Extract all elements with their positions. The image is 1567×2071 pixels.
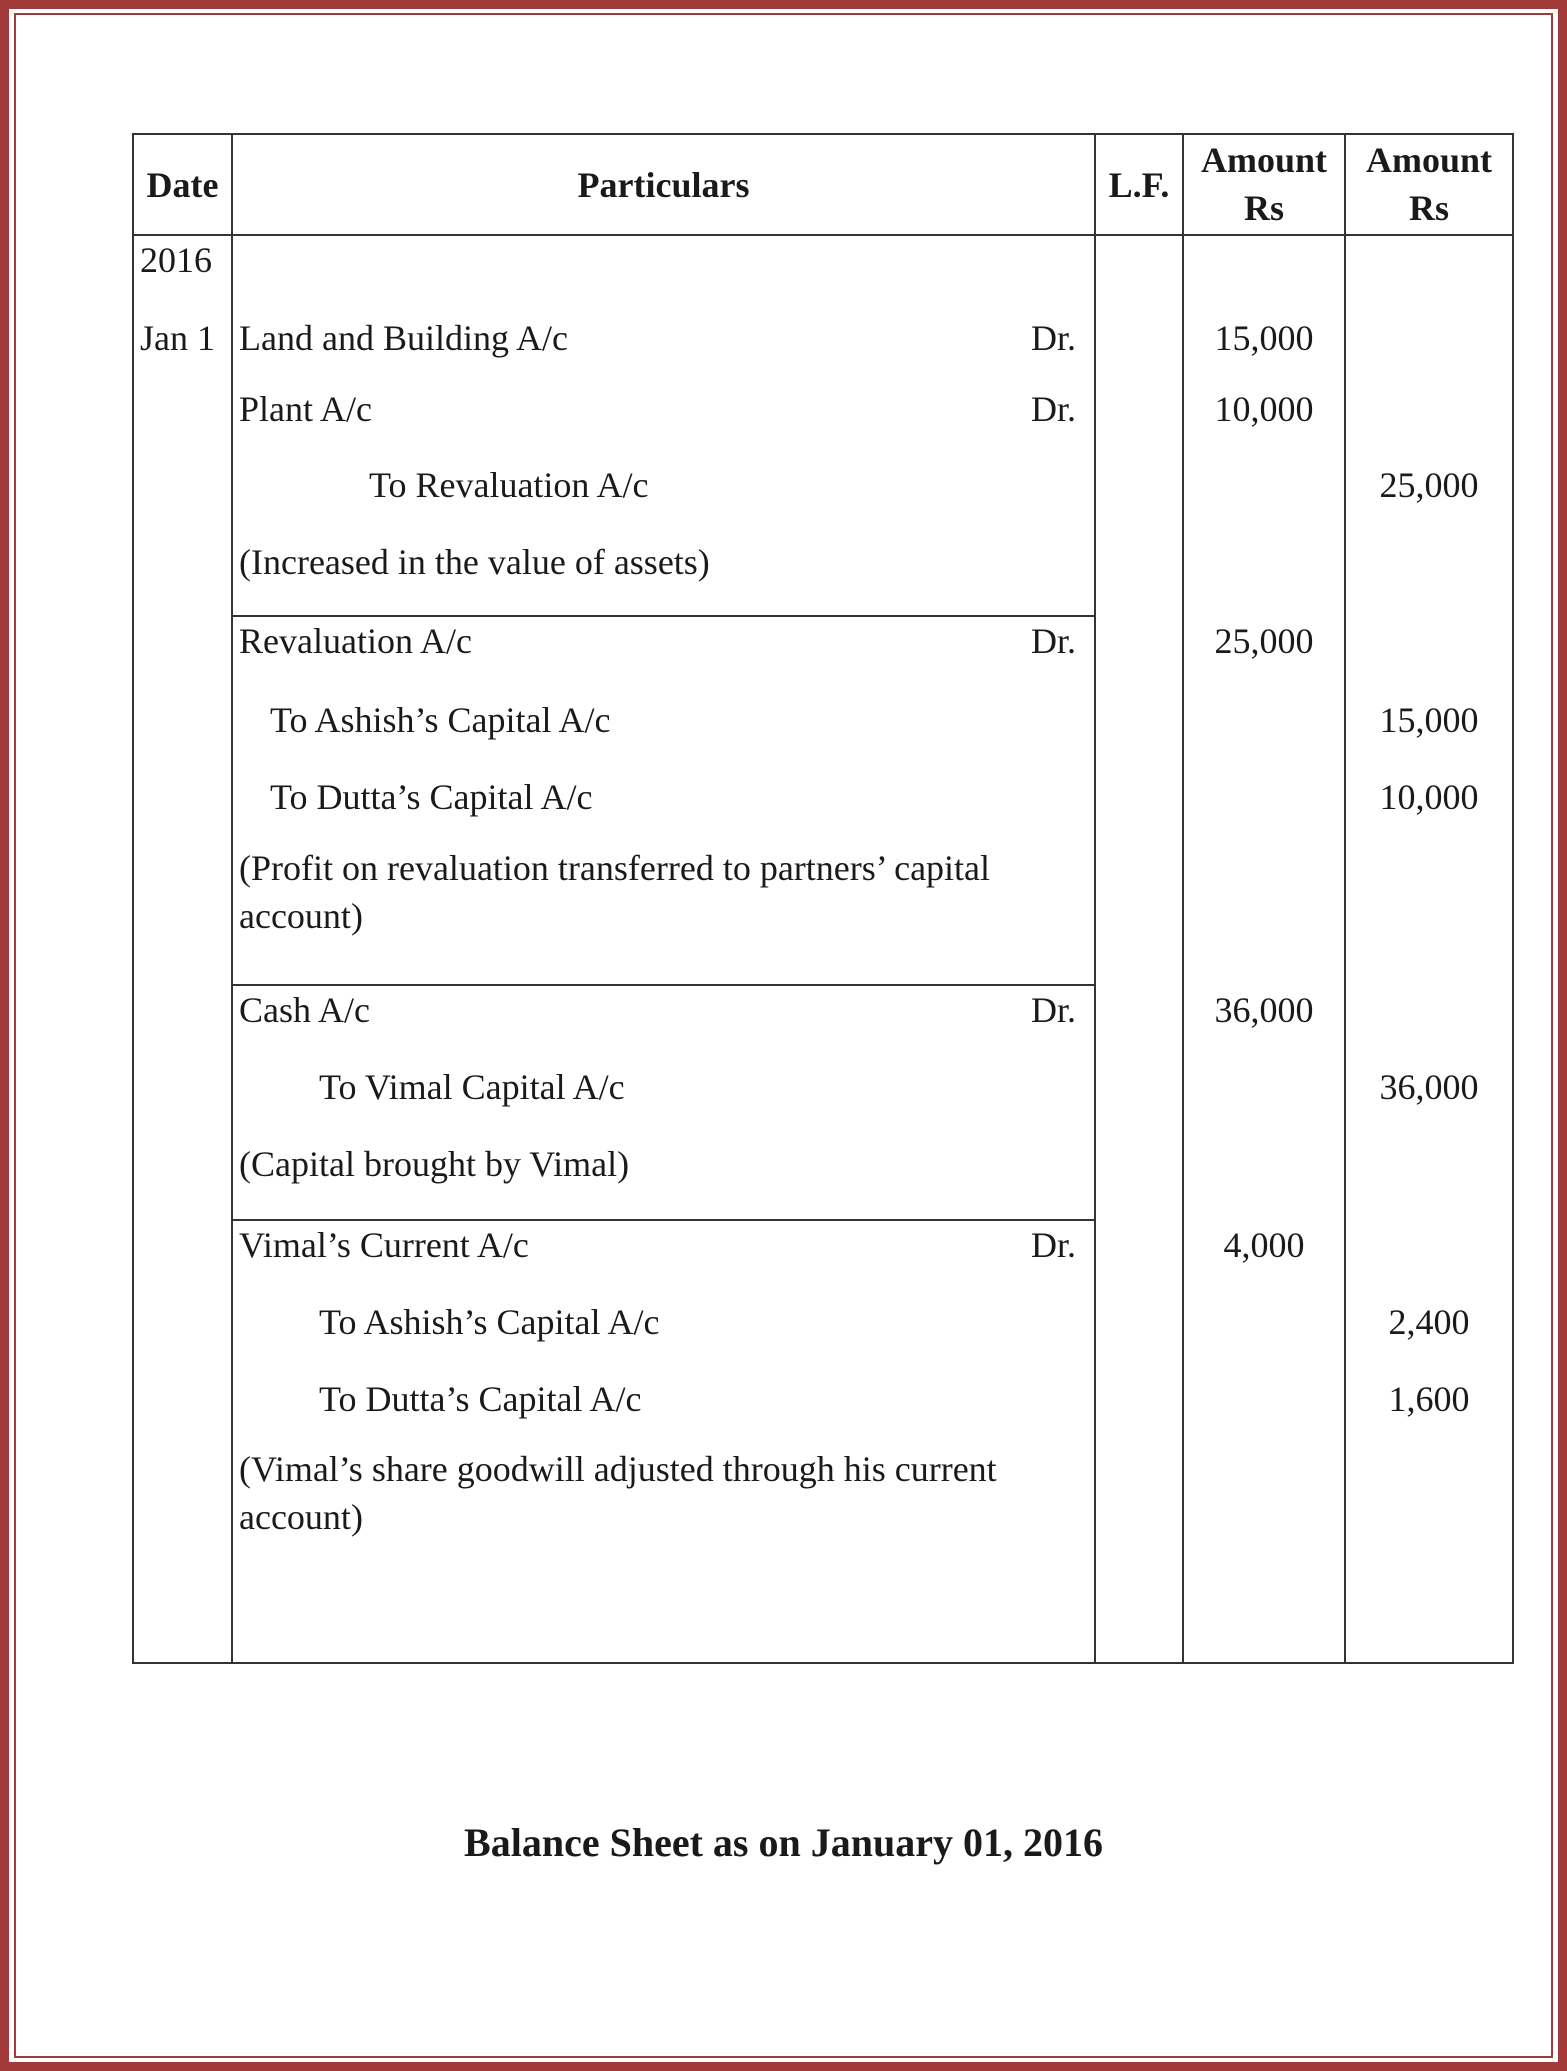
entry-1-line-3-account: To Revaluation A/c <box>369 465 649 505</box>
entry-3-line-1-dr: Dr. <box>1031 990 1076 1030</box>
entry-1-line-3-credit: 25,000 <box>1379 465 1479 505</box>
entry-2-line-1-account: Revaluation A/c <box>239 621 472 661</box>
header-particulars: Particulars <box>577 165 750 205</box>
journal-table <box>132 133 1514 1664</box>
header-amount-cr-line1: Amount <box>1365 140 1493 180</box>
entry-1-line-1-dr: Dr. <box>1031 318 1076 358</box>
header-amount-cr-line2: Rs <box>1408 188 1449 228</box>
header-date: Date <box>146 165 219 205</box>
header-amount-dr <box>1184 136 1344 232</box>
entry-1-line-2-debit: 10,000 <box>1214 389 1314 429</box>
entry-separator <box>231 1219 1096 1221</box>
entry-1-narration: (Increased in the value of assets) <box>239 542 710 582</box>
entry-4-narration: (Vimal’s share goodwill adjusted through his current account) <box>239 1449 997 1537</box>
entry-1-line-2-dr: Dr. <box>1031 389 1076 429</box>
entry-1-line-1-debit: 15,000 <box>1214 318 1314 358</box>
entry-3-line-2-account: To Vimal Capital A/c <box>319 1067 625 1107</box>
entry-1-line-1-account: Land and Building A/c <box>239 318 568 358</box>
entry-3-line-2-credit: 36,000 <box>1379 1067 1479 1107</box>
col-rule-amount <box>1344 135 1346 1662</box>
entry-separator <box>231 615 1096 617</box>
entry-1-line-2-account: Plant A/c <box>239 389 372 429</box>
entry-2-line-3-credit: 10,000 <box>1379 777 1479 817</box>
date-label: Jan 1 <box>140 318 215 358</box>
entry-2-line-1-dr: Dr. <box>1031 621 1076 661</box>
header-amount-dr-line1: Amount <box>1200 140 1328 180</box>
header-rule <box>134 234 1512 236</box>
header-lf: L.F. <box>1108 165 1170 205</box>
col-rule-date <box>231 135 233 1662</box>
entry-4-line-3-account: To Dutta’s Capital A/c <box>319 1379 642 1419</box>
header-amount-cr <box>1346 136 1512 232</box>
entry-4-line-2-account: To Ashish’s Capital A/c <box>319 1302 660 1342</box>
entry-4-line-3-credit: 1,600 <box>1388 1379 1470 1419</box>
entry-4-line-1-dr: Dr. <box>1031 1225 1076 1265</box>
entry-separator <box>231 984 1096 986</box>
entry-3-narration: (Capital brought by Vimal) <box>239 1144 630 1184</box>
entry-4-line-1-account: Vimal’s Current A/c <box>239 1225 529 1265</box>
entry-4-line-2-credit: 2,400 <box>1388 1302 1470 1342</box>
entry-2-line-2-credit: 15,000 <box>1379 700 1479 740</box>
col-rule-particulars <box>1094 135 1096 1662</box>
year-label: 2016 <box>140 240 212 280</box>
header-amount-dr-line2: Rs <box>1243 188 1284 228</box>
entry-3-line-1-debit: 36,000 <box>1214 990 1314 1030</box>
entry-2-line-3-account: To Dutta’s Capital A/c <box>270 777 593 817</box>
col-rule-lf <box>1182 135 1184 1662</box>
balance-sheet-title: Balance Sheet as on January 01, 2016 <box>464 1820 1103 1865</box>
entry-2-line-2-account: To Ashish’s Capital A/c <box>270 700 611 740</box>
entry-2-line-1-debit: 25,000 <box>1214 621 1314 661</box>
entry-4-line-1-debit: 4,000 <box>1223 1225 1305 1265</box>
entry-3-line-1-account: Cash A/c <box>239 990 370 1030</box>
entry-2-narration: (Profit on revaluation transferred to partners’ capital account) <box>239 848 991 936</box>
